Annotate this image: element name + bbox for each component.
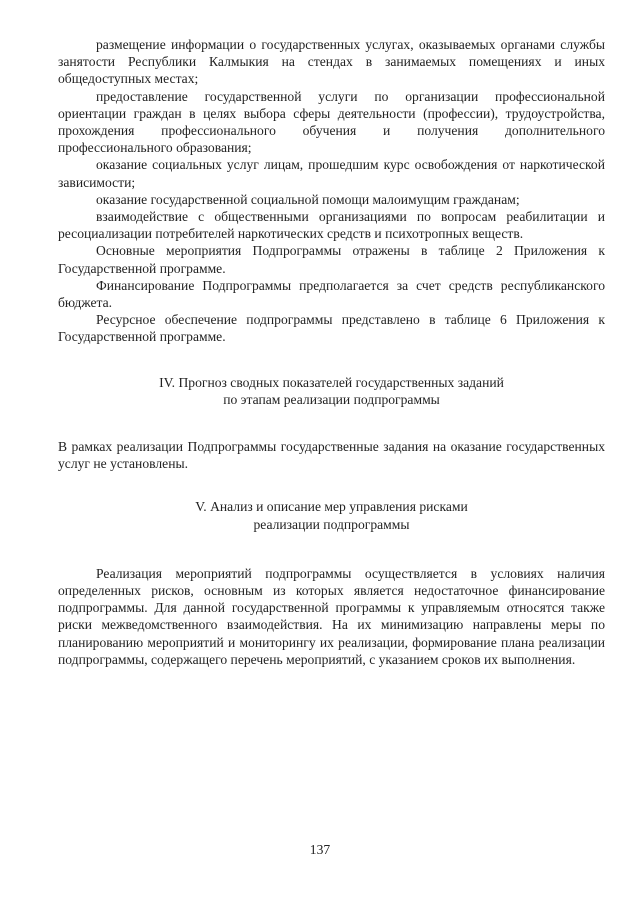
paragraph-financing: Финансирование Подпрограммы предполагается за счет средств республиканского бюджета. (58, 277, 605, 311)
paragraph-social-assistance: оказание государственной социальной помощи малоимущим гражданам; (96, 191, 520, 207)
section-iv-text: В рамках реализации Подпрограммы государственные задания на оказание государственных услуг не установлены. (58, 439, 605, 472)
page-number: 137 (309, 842, 331, 857)
paragraph-ngo-cooperation: взаимодействие с общественными организациями по вопросам реабилитации и ресоциализации потребителей наркотических средств и психотропных веществ. (58, 209, 605, 242)
section-iv (58, 374, 605, 473)
section-v-heading-line1: V. Анализ и описание мер управления рисками (195, 499, 468, 515)
section-v-heading (58, 498, 605, 532)
paragraph-main-activities: Основные мероприятия Подпрограммы отражены в таблице 2 Приложения к Государственной программе. (58, 243, 605, 276)
section-iv-heading-line1: IV. Прогноз сводных показателей государственных заданий (159, 374, 504, 390)
section-v (58, 498, 605, 668)
paragraph-social-services: оказание социальных услуг лицам, прошедшим курс освобождения от наркотической зависимости; (58, 157, 605, 190)
section-iv-heading (58, 374, 605, 408)
paragraph-resource-provision: Ресурсное обеспечение подпрограммы представлено в таблице 6 Приложения к Государственной программе. (58, 312, 605, 345)
section-v-text: Реализация мероприятий подпрограммы осуществляется в условиях наличия определенных рисков, основным из которых является недостаточное финансирование подпрограммы. Для данной государственной программы к управляемым относятся также риски межведомственного взаимодействия. На их минимизацию направлены меры по планированию мероприятий и мониторингу их реализации, формирование плана реализации подпрограммы, содержащего перечень мероприятий, с указанием сроков их выполнения. (58, 565, 605, 667)
paragraphs-top (58, 36, 605, 346)
section-iv-heading-line2: по этапам реализации подпрограммы (223, 391, 440, 407)
document-page (58, 36, 605, 668)
section-v-heading-line2: реализации подпрограммы (253, 516, 410, 532)
paragraph-info-placement: размещение информации о государственных услугах, оказываемых органами службы занятости Республики Калмыкия на стендах в занимаемых помещениях и иных общедоступных местах; (58, 37, 605, 87)
paragraph-career-guidance: предоставление государственной услуги по организации профессиональной ориентации граждан в целях выбора сферы деятельности (профессии), трудоустройства, прохождения профессионального обучения и получения дополнительного профессионального образования; (58, 88, 605, 156)
